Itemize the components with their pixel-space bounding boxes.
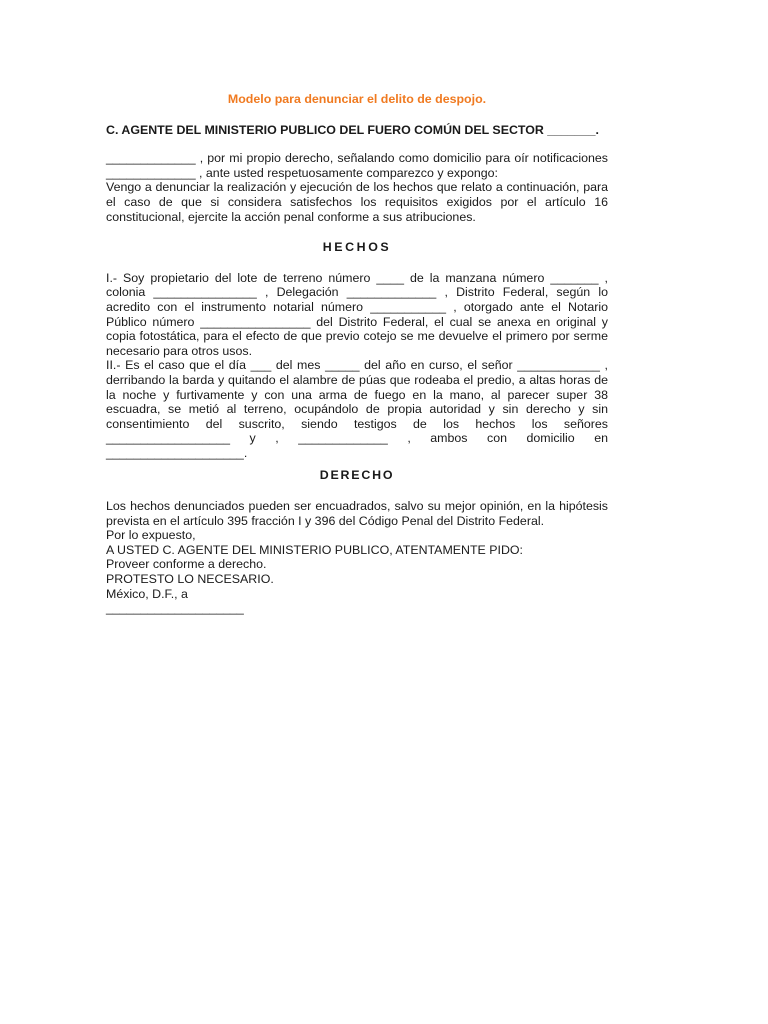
hechos-item-2: II.- Es el caso que el día ___ del mes _____ del año en curso, el señor ____________ , derribando la barda y quitando el alambre de púas que rodeaba el predio, a altas horas de la noche y furtivamente y con una arma de fuego en la mano, al parecer super 38 escuadra, se metió al terreno, ocupándolo de propia autoridad y sin derecho y sin consentimiento del suscrito, siendo testigos de los hechos los señores __________________ y , _____________ , ambos con domicilio en ____________________. bbox=[106, 358, 608, 460]
intro-line-2: _____________ , ante usted respetuosamente comparezco y expongo: bbox=[106, 165, 498, 180]
derecho-heading: DERECHO bbox=[319, 468, 395, 483]
document-page bbox=[106, 92, 608, 616]
addressee-line: C. AGENTE DEL MINISTERIO PUBLICO DEL FUERO COMÚN DEL SECTOR _______. bbox=[106, 122, 599, 137]
derecho-line-place-date: México, D.F., a bbox=[106, 586, 188, 601]
derecho-line-protesto: PROTESTO LO NECESARIO. bbox=[106, 572, 274, 587]
hechos-item-1: I.- Soy propietario del lote de terreno número ____ de la manzana número _______ , colonia _______________ , Delegación _____________ , Distrito Federal, según lo acredito con el instrumento notarial número ___________ , otorgado ante el Notario Público número ________________ del Distrito Federal, el cual se anexa en original y copia fotostática, para el efecto de que previo cotejo se me devuelve el primero por serme necesario para otros usos. bbox=[106, 270, 608, 358]
derecho-paragraph: Los hechos denunciados pueden ser encuadrados, salvo su mejor opinión, en la hipótesis prevista en el artículo 395 fracción I y 396 del Código Penal del Distrito Federal. bbox=[106, 499, 608, 528]
derecho-line-atentamente-pido: A USTED C. AGENTE DEL MINISTERIO PUBLICO, ATENTAMENTE PIDO: bbox=[106, 542, 523, 557]
signature-blank: ____________________ bbox=[106, 601, 244, 616]
derecho-line-por-lo-expuesto: Por lo expuesto, bbox=[106, 528, 196, 543]
derecho-line-proveer: Proveer conforme a derecho. bbox=[106, 557, 267, 572]
document-title: Modelo para denunciar el delito de despojo. bbox=[227, 92, 487, 106]
intro-paragraph: Vengo a denunciar la realización y ejecución de los hechos que relato a continuación, para el caso de que si considera satisfechos los requisitos exigidos por el artículo 16 constitucional, ejercite la acción penal conforme a sus atribuciones. bbox=[106, 180, 608, 224]
hechos-heading: HECHOS bbox=[322, 240, 392, 255]
intro-line-1: _____________ , por mi propio derecho, señalando como domicilio para oír notificaciones bbox=[106, 151, 608, 166]
